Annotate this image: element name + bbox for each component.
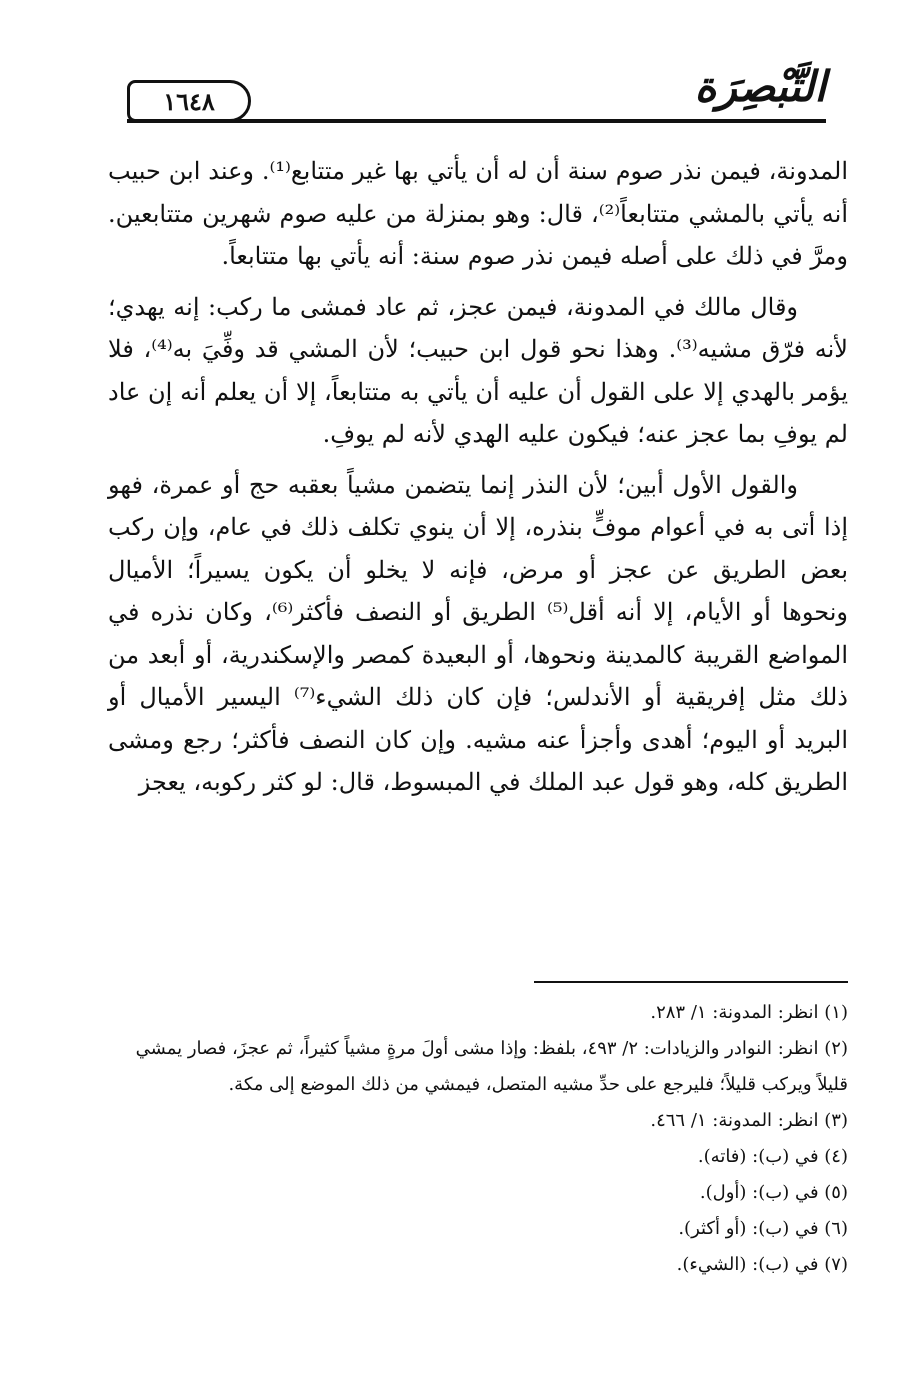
paragraph-3: والقول الأول أبين؛ لأن النذر إنما يتضمن مشياً بعقبه حج أو عمرة، فهو إذا أتى به في أعوام موفٍّ بنذره، إلا أن ينوي تكلف ذلك في عام، وإن ركب بعض الطريق عن عجز أو مرض، فإنه لا يخلو أن يكون يسيراً؛ الأميال ونحوها أو الأيام، إلا أنه أقل⁽⁵⁾ الطريق أو النصف فأكثر⁽⁶⁾، وكان نذره في المواضع القريبة كالمدينة ونحوها، أو البعيدة كمصر والإسكندرية، أو أبعد من ذلك مثل إفريقية أو الأندلس؛ فإن كان ذلك الشيء⁽⁷⁾ اليسير الأميال أو البريد أو اليوم؛ أهدى وأجزأ عنه مشيه. وإن كان النصف فأكثر؛ رجع ومشى الطريق كله، وهو قول عبد الملك في المبسوط، قال: لو كثر ركوبه، يعجز — [108, 470, 849, 796]
footnote-1: (١) انظر: المدونة: ١/ ٢٨٣. — [650, 1002, 848, 1023]
paragraph-1: المدونة، فيمن نذر صوم سنة أن له أن يأتي بها غير متتابع⁽¹⁾. وعند ابن حبيب أنه يأتي بالمشي متتابعاً⁽²⁾، قال: وهو بمنزلة من عليه صوم شهرين متتابعين. ومرَّ في ذلك على أصله فيمن نذر صوم سنة: أنه يأتي بها متتابعاً. — [108, 157, 848, 270]
footnote-7: (٧) في (ب): (الشيء). — [676, 1254, 848, 1275]
page-number: ١٦٤٨ — [127, 80, 251, 122]
main-text — [108, 150, 848, 812]
footnote-5: (٥) في (ب): (أول). — [699, 1182, 848, 1203]
footnote-2: (٢) انظر: النوادر والزيادات: ٢/ ٤٩٣، بلفظ: وإذا مشى أولَ مرةٍ مشياً كثيراً، ثم عجزَ، فصار يمشي قليلاً ويركب قليلاً؛ فليرجع على حدِّ مشيه المتصل، فيمشي من ذلك الموضع إلى مكة. — [135, 1038, 848, 1095]
page-header — [0, 0, 914, 130]
footnote-divider — [534, 981, 848, 983]
footnote-4: (٤) في (ب): (فاته). — [697, 1146, 848, 1167]
running-title: التَّبْصِرَة — [694, 62, 826, 111]
footnotes — [108, 995, 848, 1283]
header-rule-left — [127, 119, 247, 123]
paragraph-2: وقال مالك في المدونة، فيمن عجز، ثم عاد فمشى ما ركب: إنه يهدي؛ لأنه فرّق مشيه⁽³⁾. وهذا نحو قول ابن حبيب؛ لأن المشي قد وفِّيَ به⁽⁴⁾، فلا يؤمر بالهدي إلا على القول أن عليه أن يأتي به متتابعاً، إلا أن يعلم أنه إن عاد لم يوفِ بما عجز عنه؛ فيكون عليه الهدي لأنه لم يوفِ. — [108, 292, 848, 448]
footnote-6: (٦) في (ب): (أو أكثر). — [678, 1218, 848, 1239]
footnote-3: (٣) انظر: المدونة: ١/ ٤٦٦. — [650, 1110, 848, 1131]
header-rule — [245, 119, 826, 123]
